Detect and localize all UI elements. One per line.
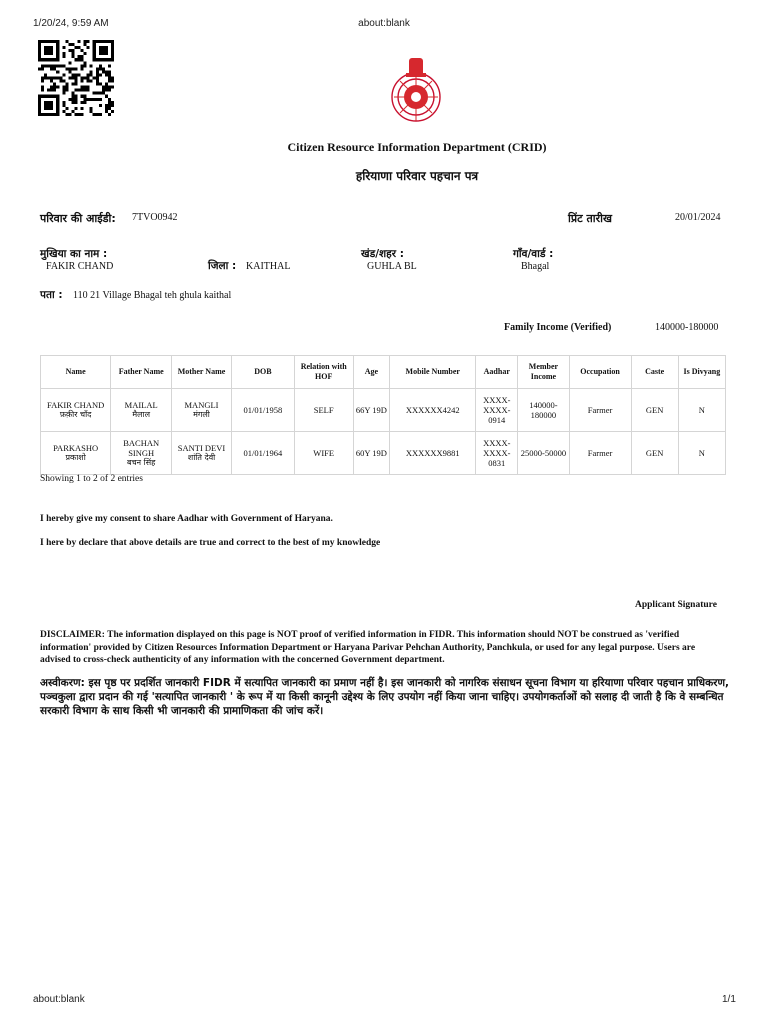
member-name-hindi: फ़क़ीर चाँद — [59, 410, 92, 419]
column-header: Is Divyang — [678, 356, 725, 389]
divyang-cell: N — [678, 432, 725, 475]
mother-name-cell — [172, 389, 232, 432]
print-url-top: about:blank — [358, 18, 410, 29]
mother-name: SANTI DEVI — [177, 443, 226, 453]
family-income-value: 140000-180000 — [655, 322, 719, 333]
column-header: Occupation — [569, 356, 631, 389]
table-row — [41, 432, 726, 475]
father-name-cell — [111, 389, 172, 432]
aadhar-consent-text: I hereby give my consent to share Aadhar with Government of Haryana. — [40, 514, 333, 524]
print-url-bottom: about:blank — [33, 994, 85, 1005]
address-label: पता : — [40, 289, 63, 301]
father-name-cell — [111, 432, 172, 475]
haryana-emblem-icon — [389, 55, 443, 125]
table-row — [41, 389, 726, 432]
father-name: BACHAN SINGH — [123, 438, 160, 458]
father-name-hindi: बचन सिंह — [127, 458, 156, 467]
occupation-cell: Farmer — [569, 432, 631, 475]
family-id-label: परिवार की आईडी: — [40, 212, 116, 225]
table-entries-info: Showing 1 to 2 of 2 entries — [40, 474, 143, 484]
print-datetime: 1/20/24, 9:59 AM — [33, 18, 109, 29]
member-income-cell: 140000-180000 — [518, 389, 569, 432]
mother-name-hindi: मंगली — [193, 410, 210, 419]
print-date-label: प्रिंट तारीख — [568, 212, 612, 225]
column-header: Aadhar — [476, 356, 518, 389]
mother-name: MANGLI — [184, 400, 219, 410]
relation-cell: WIFE — [294, 432, 353, 475]
disclaimer-hindi: अस्वीकरण: इस पृष्ठ पर प्रदर्शित जानकारी FIDR में सत्यापित जानकारी का प्रमाण नहीं है। इस जानकारी को नागरिक संसाधन सूचना विभाग या हरियाणा परिवार पहचान प्राधिकरण, पञ्चकुला द्वारा प्रदान की गई 'सत्यापित जानकारी ' के रूप में या किसी कानूनी उद्देश्य के लिए उपयोग नहीं किया जाना चाहिए। उपयोगकर्ताओं को सलाह दी जाती है कि वे सम्बन्धित सरकारी विभाग के साथ किसी भी जानकारी की प्रामाणिकता की जांच करें। — [40, 677, 730, 717]
caste-cell: GEN — [631, 432, 678, 475]
family-income-label: Family Income (Verified) — [504, 322, 612, 333]
aadhar-cell: XXXX-XXXX-0831 — [476, 432, 518, 475]
block-label: खंड/शहर : — [361, 248, 404, 260]
column-header: Caste — [631, 356, 678, 389]
mother-name-hindi: शांति देवी — [187, 453, 216, 462]
table-header-row — [41, 356, 726, 389]
members-table — [40, 355, 726, 475]
column-header: Father Name — [111, 356, 172, 389]
member-name: FAKIR CHAND — [47, 400, 105, 410]
father-name: MAILAL — [124, 400, 158, 410]
disclaimer-english: DISCLAIMER: The information displayed on this page is NOT proof of verified information in FIDR. This information should NOT be construed as 'verified information' provided by Citizen Resources Information Department or Haryana Parivar Pehchan Authority, Panchkula, or used for any legal purpose. Users are advised to cross-check authenticity of any information with the concerned Government department. — [40, 630, 696, 665]
column-header: Member Income — [518, 356, 569, 389]
column-header: DOB — [231, 356, 294, 389]
declaration-text: I here by declare that above details are true and correct to the best of my knowledge — [40, 538, 381, 548]
age-cell: 66Y 19D — [353, 389, 390, 432]
district-label: जिला : — [208, 260, 237, 272]
family-id-card-title: हरियाणा परिवार पहचान पत्र — [355, 169, 479, 183]
village-value: Bhagal — [521, 261, 550, 272]
mobile-cell: XXXXXX4242 — [390, 389, 476, 432]
applicant-signature-label: Applicant Signature — [635, 600, 717, 610]
block-value: GUHLA BL — [367, 261, 417, 272]
village-label: गाँव/वार्ड : — [513, 248, 554, 260]
address-value: 110 21 Village Bhagal teh ghula kaithal — [73, 290, 232, 301]
father-name-hindi: मैलाल — [132, 410, 151, 419]
print-date-value: 20/01/2024 — [675, 212, 721, 223]
head-name-value: FAKIR CHAND — [46, 261, 114, 272]
family-id-value: 7TVO0942 — [132, 212, 178, 223]
district-value: KAITHAL — [246, 261, 291, 272]
column-header: Age — [353, 356, 390, 389]
member-name-hindi: प्रकाशो — [65, 453, 86, 462]
member-income-cell: 25000-50000 — [518, 432, 569, 475]
dob-cell: 01/01/1964 — [231, 432, 294, 475]
divyang-cell: N — [678, 389, 725, 432]
dob-cell: 01/01/1958 — [231, 389, 294, 432]
relation-cell: SELF — [294, 389, 353, 432]
member-name: PARKASHO — [53, 443, 99, 453]
mother-name-cell — [172, 432, 232, 475]
column-header: Mother Name — [172, 356, 232, 389]
occupation-cell: Farmer — [569, 389, 631, 432]
mobile-cell: XXXXXX9881 — [390, 432, 476, 475]
age-cell: 60Y 19D — [353, 432, 390, 475]
qr-code-icon — [38, 40, 114, 116]
column-header: Mobile Number — [390, 356, 476, 389]
member-name-cell — [41, 389, 111, 432]
page-number: 1/1 — [722, 994, 736, 1005]
aadhar-cell: XXXX-XXXX-0914 — [476, 389, 518, 432]
member-name-cell — [41, 432, 111, 475]
head-name-label: मुखिया का नाम : — [40, 248, 108, 260]
column-header: Name — [41, 356, 111, 389]
department-title: Citizen Resource Information Department (CRID) — [287, 140, 547, 154]
caste-cell: GEN — [631, 389, 678, 432]
column-header: Relation with HOF — [294, 356, 353, 389]
members-table-wrapper — [40, 355, 726, 475]
